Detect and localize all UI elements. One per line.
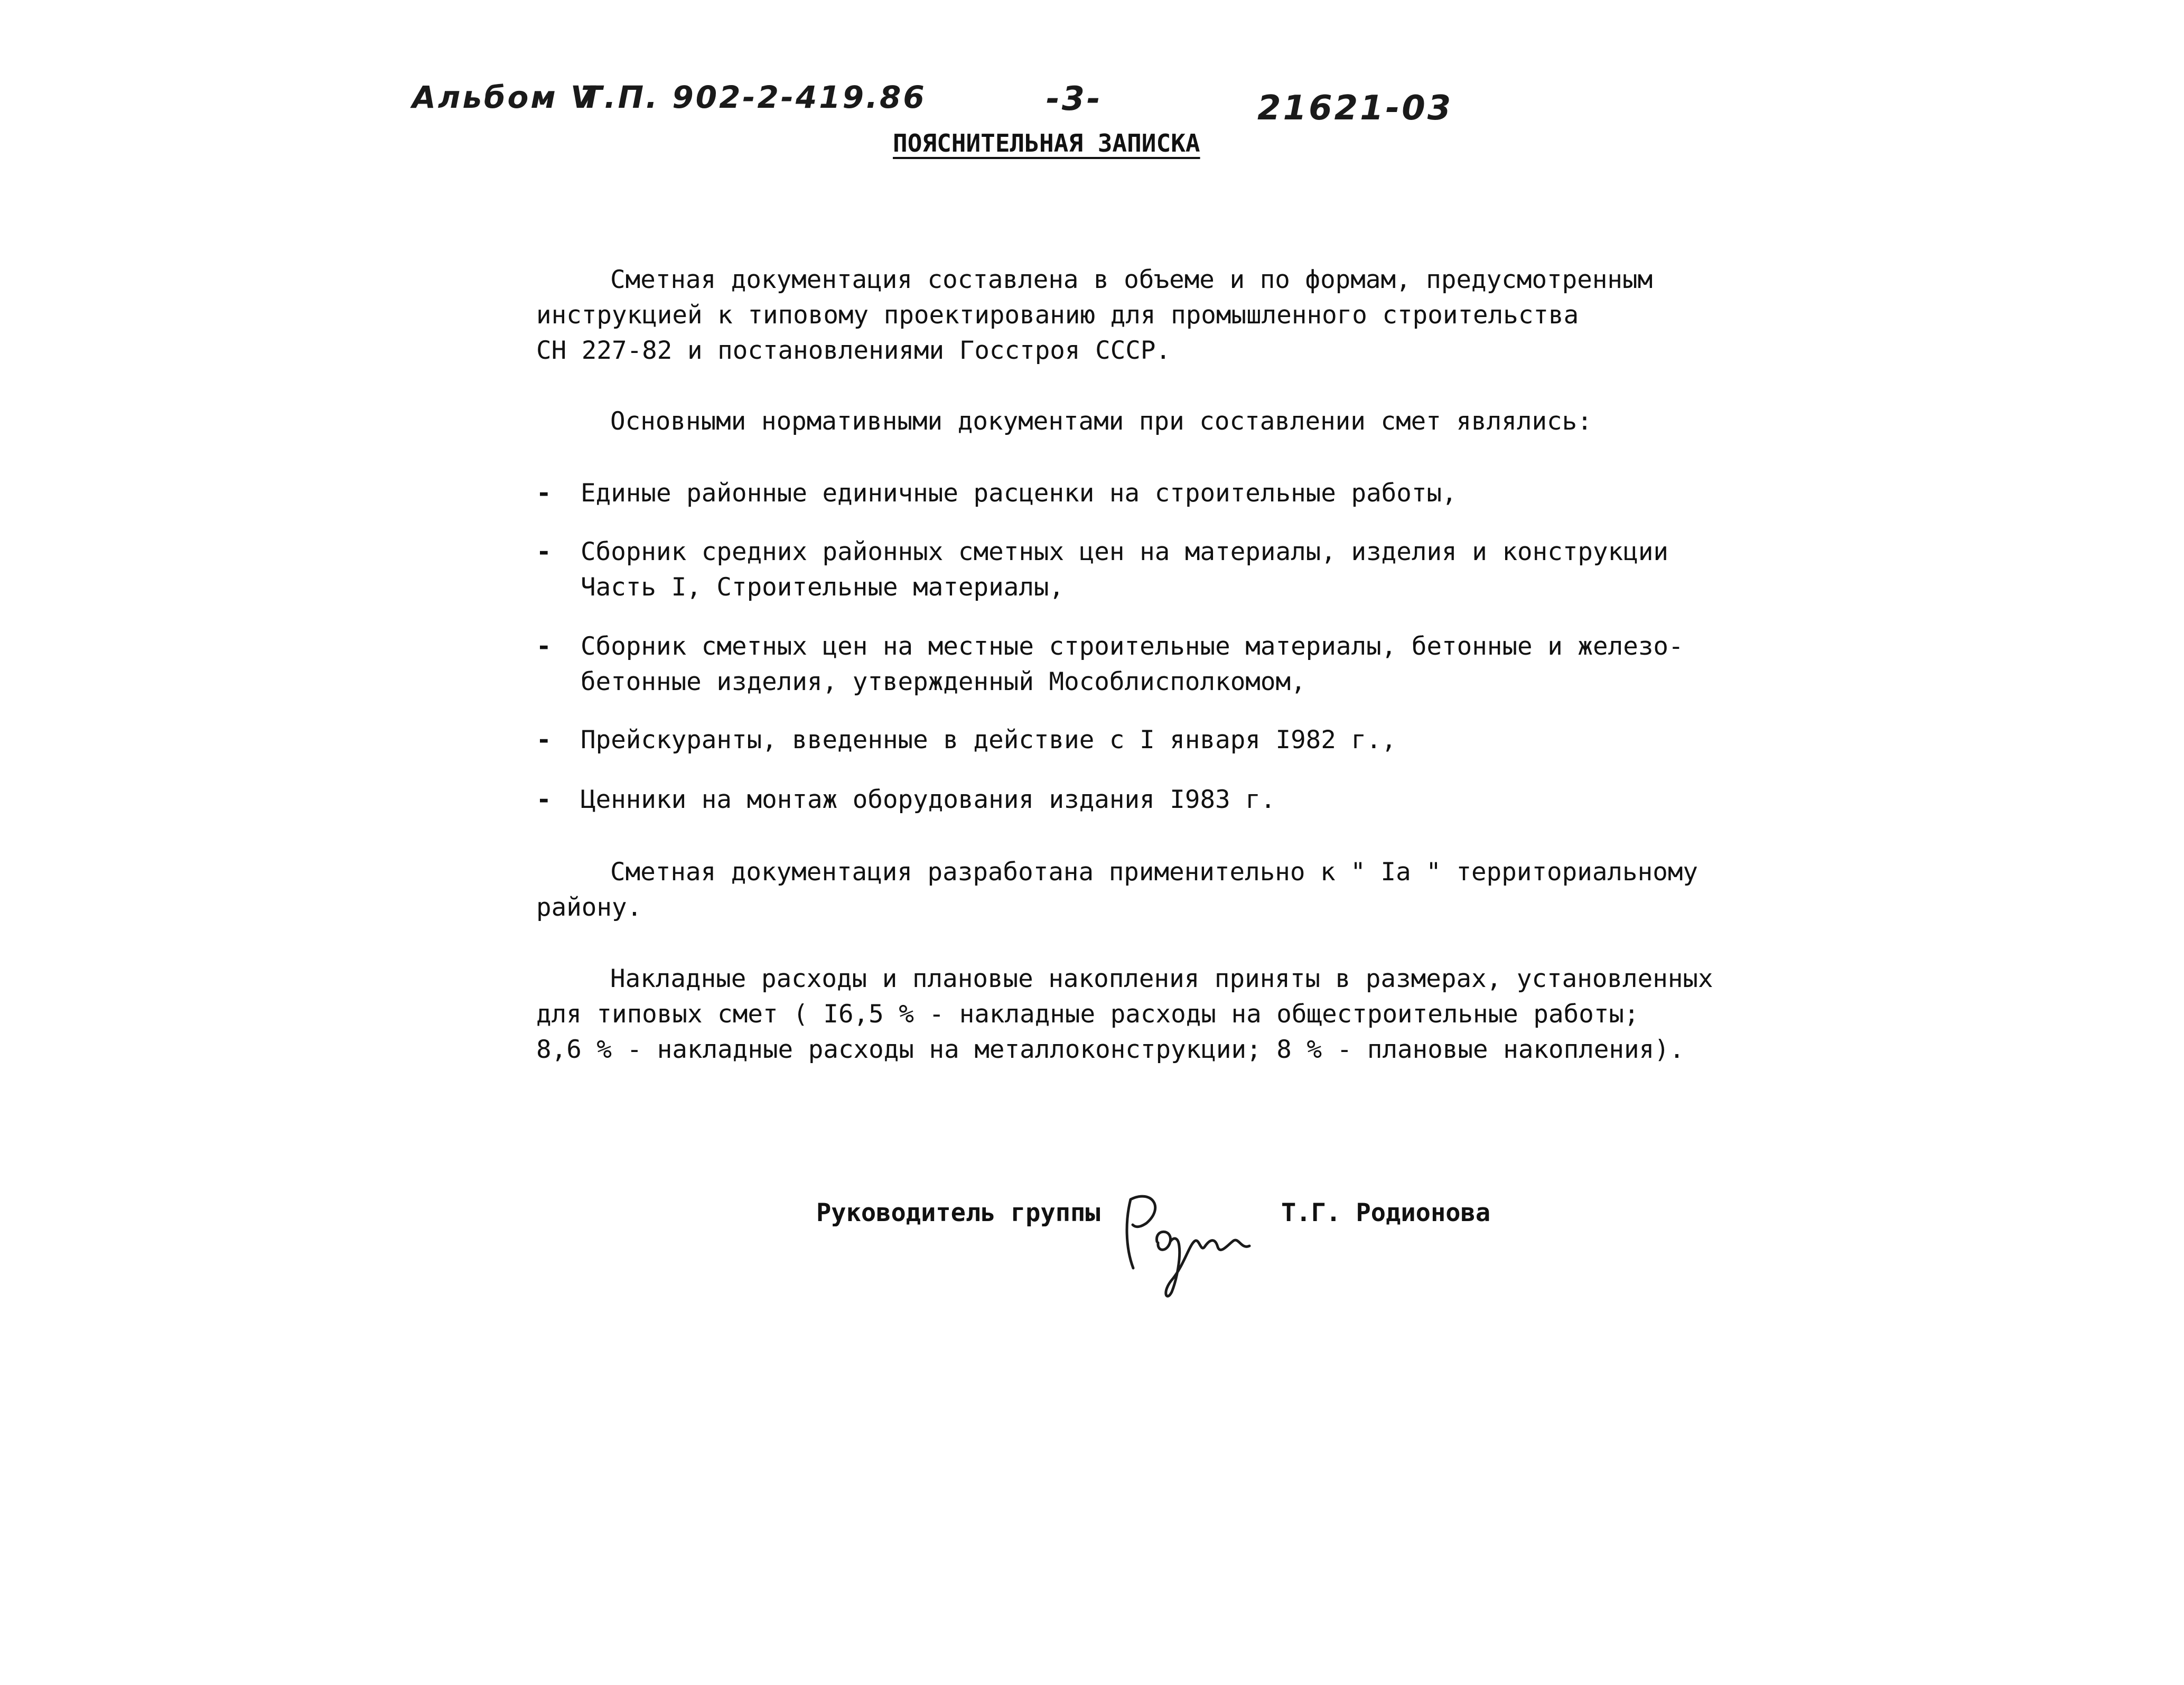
bullet-dash: - [536, 537, 552, 566]
text-line: для типовых смет ( I6,5 % - накладные расходы на общестроительные работы; [536, 1000, 1639, 1029]
list-item-text: Прейскуранты, введенные в действие с I января I982 г., [581, 725, 1397, 755]
document-code: 21621-03 [1257, 89, 1453, 128]
paragraph-normative-intro [536, 404, 1730, 439]
list-item [536, 476, 1730, 511]
page-number: -3- [1046, 79, 1103, 118]
list-item-text: Единые районные единичные расценки на строительные работы, [581, 479, 1457, 508]
album-annotation: Альбом V [412, 79, 596, 115]
list-item-text: Сборник сметных цен на местные строительные материалы, бетонные и железо- [581, 632, 1684, 661]
paragraph-territorial [536, 854, 1730, 925]
paragraph-scope [536, 262, 1730, 368]
list-item-text: Ценники на монтаж оборудования издания I983 г. [581, 785, 1276, 814]
handwritten-signature [1115, 1178, 1268, 1305]
text-line: Основными нормативными документами при составлении смет являлись: [610, 407, 1592, 436]
text-line: инструкцией к типовому проектированию для промышленного строительства [536, 301, 1579, 330]
bullet-dash: - [536, 632, 552, 661]
text-line: району. [536, 893, 642, 922]
list-item [536, 722, 1730, 758]
paragraph-overhead [536, 961, 1730, 1067]
list-item-text: Сборник средних районных сметных цен на материалы, изделия и конструкции [581, 537, 1669, 566]
bullet-dash: - [536, 785, 552, 814]
text-line: Накладные расходы и плановые накопления приняты в размерах, установленных [610, 964, 1713, 993]
list-item [536, 629, 1730, 700]
signatory-role: Руководитель группы [816, 1198, 1100, 1227]
bullet-dash: - [536, 479, 552, 508]
list-item [536, 534, 1730, 605]
document-title: ПОЯСНИТЕЛЬНАЯ ЗАПИСКА [893, 129, 1200, 157]
list-item-text: бетонные изделия, утвержденный Мособлисполкомом, [581, 667, 1306, 696]
project-number-annotation: Т.П. 902-2-419.86 [581, 79, 927, 115]
text-line: Сметная документация составлена в объеме и по формам, предусмотренным [610, 265, 1653, 294]
list-item [536, 782, 1730, 817]
list-item-text: Часть I, Строительные материалы, [581, 573, 1065, 602]
bullet-dash: - [536, 725, 552, 755]
text-line: 8,6 % - накладные расходы на металлоконструкции; 8 % - плановые накопления). [536, 1035, 1685, 1064]
text-line: СН 227-82 и постановлениями Госстроя СССР. [536, 336, 1171, 365]
signatory-name: Т.Г. Родионова [1281, 1198, 1491, 1227]
text-line: Сметная документация разработана применительно к " Iа " территориальному [610, 858, 1698, 887]
